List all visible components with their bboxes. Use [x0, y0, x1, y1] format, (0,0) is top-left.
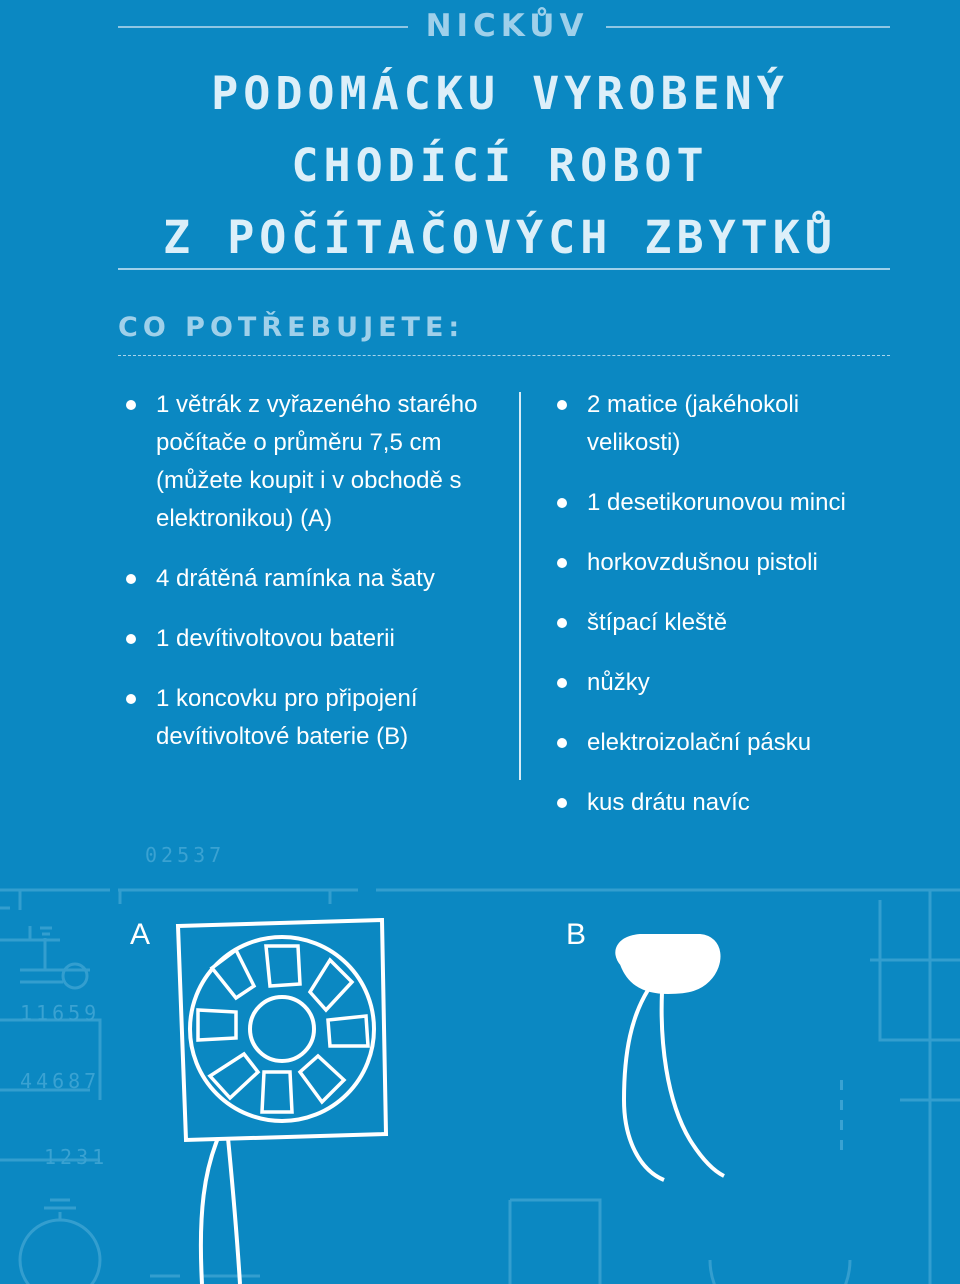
- list-item: [126, 560, 496, 598]
- materials-list-right: [557, 386, 897, 844]
- circuit-number: 1231: [44, 1145, 109, 1169]
- bullet-icon: [126, 634, 136, 644]
- list-item-text: nůžky: [587, 669, 650, 696]
- list-item-text: 1 koncovku pro připojení devítivoltové baterie (B): [156, 685, 418, 750]
- illustration-label-a: A: [130, 918, 151, 951]
- list-item: [126, 620, 496, 658]
- list-item: [557, 784, 897, 822]
- list-item-text: kus drátu navíc: [587, 789, 750, 816]
- illustration-label-b: B: [566, 918, 587, 951]
- list-item: [557, 724, 897, 762]
- battery-connector-illustration: [617, 936, 724, 1180]
- dashed-divider: [118, 355, 890, 356]
- section-heading: CO POTŘEBUJETE:: [118, 312, 465, 343]
- bullet-icon: [557, 558, 567, 568]
- list-item: [557, 664, 897, 702]
- column-divider: [519, 392, 521, 780]
- circuit-number: 44687: [20, 1069, 101, 1093]
- bullet-icon: [126, 400, 136, 410]
- circuit-number: 02537: [145, 843, 226, 867]
- list-item: [126, 680, 496, 756]
- bullet-icon: [557, 678, 567, 688]
- list-item-text: 1 větrák z vyřazeného starého počítače o průměru 7,5 cm (můžete koupit i v obchodě s elektronikou) (A): [156, 391, 478, 532]
- page-title: [100, 58, 900, 274]
- list-item-text: elektroizolační pásku: [587, 729, 812, 756]
- bullet-icon: [557, 618, 567, 628]
- list-item: [557, 544, 897, 582]
- list-item: [557, 604, 897, 642]
- fan-illustration: [178, 920, 386, 1284]
- materials-list-left: [126, 386, 496, 778]
- bullet-icon: [557, 498, 567, 508]
- list-item: [126, 386, 496, 538]
- list-item-text: 2 matice (jakéhokoli velikosti): [587, 391, 800, 456]
- title-line-3: Z POČÍTAČOVÝCH ZBYTKŮ: [163, 211, 837, 264]
- list-item-text: 4 drátěná ramínka na šaty: [156, 565, 435, 592]
- list-item-text: horkovzdušnou pistoli: [587, 549, 818, 576]
- bullet-icon: [557, 400, 567, 410]
- title-line-2: CHODÍCÍ ROBOT: [291, 139, 709, 192]
- circuit-number: 11659: [20, 1001, 101, 1025]
- brand-rule-right: [606, 26, 890, 28]
- bullet-icon: [126, 574, 136, 584]
- bullet-icon: [126, 694, 136, 704]
- brand-name: NICKŮV: [425, 8, 589, 44]
- list-item: [557, 484, 897, 522]
- list-item-text: štípací kleště: [587, 609, 728, 636]
- brand-rule-left: [118, 26, 408, 28]
- list-item-text: 1 desetikorunovou minci: [587, 489, 846, 516]
- bullet-icon: [557, 738, 567, 748]
- list-item-text: 1 devítivoltovou baterii: [156, 625, 395, 652]
- circuit-background: [0, 840, 960, 1284]
- title-divider: [118, 268, 890, 270]
- bullet-icon: [557, 798, 567, 808]
- title-line-1: PODOMÁCKU VYROBENÝ: [211, 67, 789, 120]
- list-item: [557, 386, 897, 462]
